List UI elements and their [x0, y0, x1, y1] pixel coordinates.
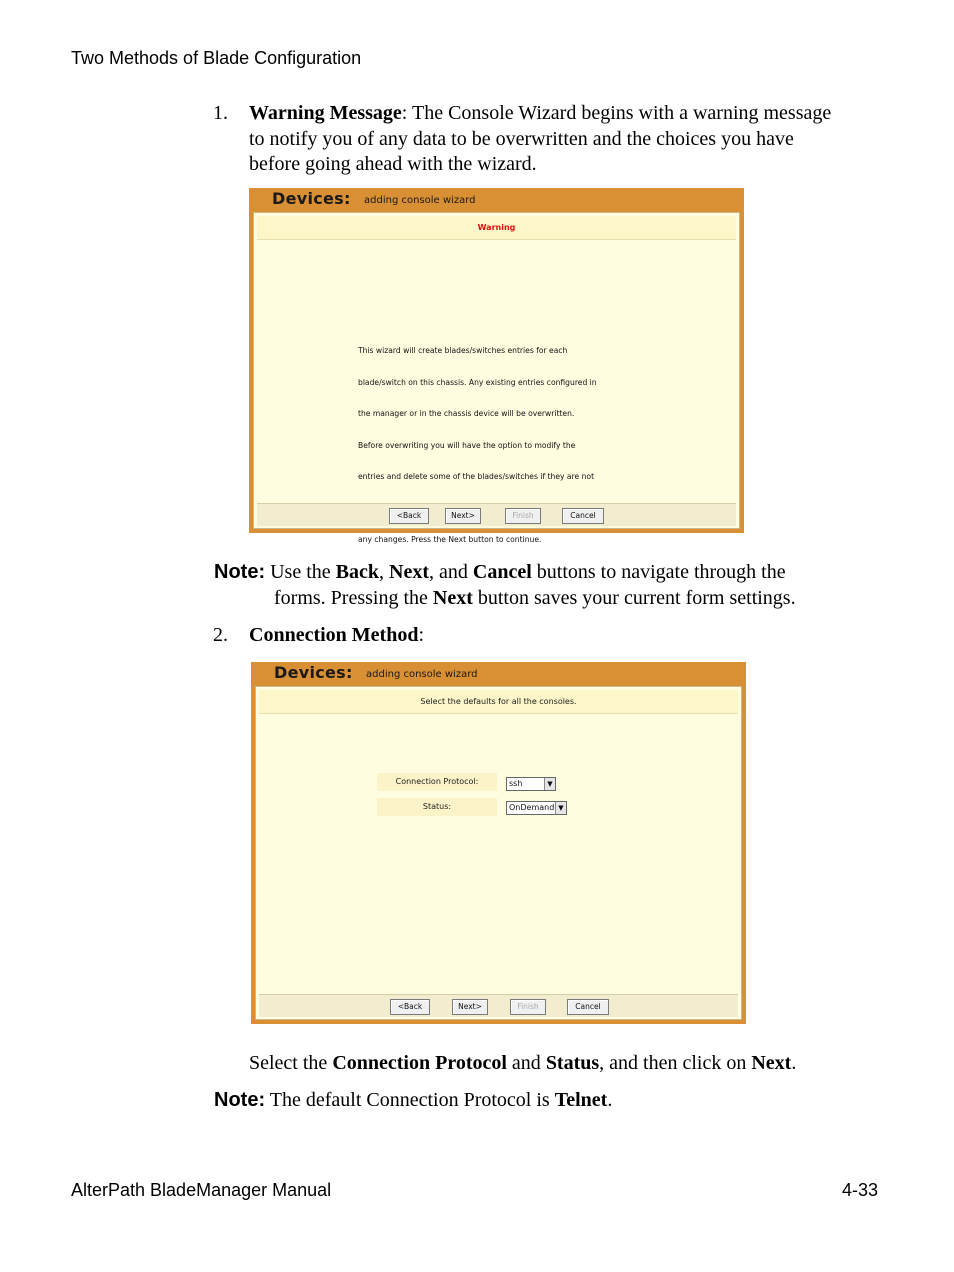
cancel-button[interactable]: Cancel — [562, 508, 604, 524]
step-2-number: 2. — [213, 624, 228, 646]
step-1-line-1: : The Console Wizard begins with a warning message — [401, 102, 832, 124]
connection-method-screenshot — [251, 662, 746, 1024]
telnet-term: Telnet — [554, 1089, 608, 1111]
running-header: Two Methods of Blade Configuration — [71, 48, 362, 68]
instruction-text: . — [791, 1052, 797, 1074]
connection-protocol-select[interactable] — [506, 777, 556, 791]
back-button[interactable]: <Back — [390, 999, 430, 1015]
note-next-term: Next — [389, 561, 429, 583]
warning-heading: Warning — [257, 216, 736, 240]
note-text: Use the — [265, 561, 336, 583]
warning-line: any changes. Press the Next button to continue. — [358, 535, 542, 544]
note-text: , — [379, 561, 389, 583]
note-default-protocol — [214, 1088, 612, 1114]
cancel-button[interactable]: Cancel — [567, 999, 609, 1015]
finish-button[interactable]: Finish — [505, 508, 541, 524]
chevron-down-icon[interactable]: ▼ — [555, 802, 566, 814]
wizard-title-bar — [249, 188, 744, 212]
wizard-panel — [253, 212, 740, 544]
note-text: , and — [428, 561, 473, 583]
next-button[interactable]: Next> — [452, 999, 488, 1015]
note-back-term: Back — [335, 561, 379, 583]
defaults-heading: Select the defaults for all the consoles. — [259, 690, 738, 714]
warning-line: Before overwriting you will have the option to modify the — [358, 440, 576, 450]
warning-line: entries and delete some of the blades/switches if they are not — [358, 472, 595, 481]
wizard-button-bar — [259, 994, 738, 1017]
step-2-colon: : — [418, 624, 425, 646]
connection-protocol-value: ssh — [509, 779, 523, 788]
step-1-paragraph — [249, 101, 889, 178]
connection-protocol-label: Connection Protocol: — [377, 773, 497, 791]
step-2-term: Connection Method — [249, 624, 419, 646]
note-text: The default Connection Protocol is — [265, 1089, 555, 1111]
warning-line: the manager or in the chassis device will be overwritten. — [358, 409, 575, 418]
step-1-number: 1. — [213, 102, 228, 124]
wizard-panel — [255, 686, 742, 1020]
wizard-button-bar — [257, 503, 736, 526]
warning-line: This wizard will create blades/switches entries for each — [358, 346, 568, 355]
wizard-title: Devices: — [272, 189, 351, 208]
next-button[interactable]: Next> — [445, 508, 481, 524]
instruction-text: Select the — [249, 1052, 333, 1074]
chevron-down-icon[interactable]: ▼ — [544, 778, 555, 790]
back-button[interactable]: <Back — [389, 508, 429, 524]
next-term: Next — [751, 1052, 792, 1074]
wizard-title: Devices: — [274, 663, 353, 682]
step-1-line-2: to notify you of any data to be overwritten and the choices you have — [249, 127, 794, 150]
wizard-subtitle: adding console wizard — [364, 195, 476, 206]
finish-button[interactable]: Finish — [510, 999, 546, 1015]
status-value: OnDemand — [509, 803, 555, 812]
note-label: Note: — [214, 561, 266, 583]
warning-line: blade/switch on this chassis. Any existing entries configured in — [358, 377, 597, 387]
note-text: forms. Pressing the — [274, 586, 433, 609]
note-text: . — [607, 1089, 613, 1111]
step-2-heading — [249, 623, 889, 649]
step-1-term: Warning Message — [249, 102, 402, 124]
status-term: Status — [545, 1052, 600, 1074]
status-select[interactable] — [506, 801, 567, 815]
footer-manual-title: AlterPath BladeManager Manual — [71, 1180, 332, 1200]
connection-protocol-term: Connection Protocol — [332, 1052, 507, 1074]
select-instruction — [249, 1051, 796, 1077]
note-text: buttons to navigate through the — [531, 561, 786, 583]
warning-message — [358, 325, 597, 567]
status-label: Status: — [377, 798, 497, 816]
note-label: Note: — [214, 1089, 266, 1111]
note-navigation — [214, 560, 874, 611]
instruction-text: , and then click on — [599, 1052, 752, 1074]
step-1-line-3: before going ahead with the wizard. — [249, 153, 537, 175]
note-cancel-term: Cancel — [472, 561, 532, 583]
wizard-subtitle: adding console wizard — [366, 669, 478, 680]
note-next-term: Next — [432, 586, 473, 609]
wizard-title-bar — [251, 662, 746, 686]
footer-page-number: 4-33 — [842, 1180, 879, 1200]
warning-wizard-screenshot — [249, 188, 744, 544]
note-text: button saves your current form settings. — [472, 586, 796, 609]
instruction-text: and — [506, 1052, 546, 1074]
